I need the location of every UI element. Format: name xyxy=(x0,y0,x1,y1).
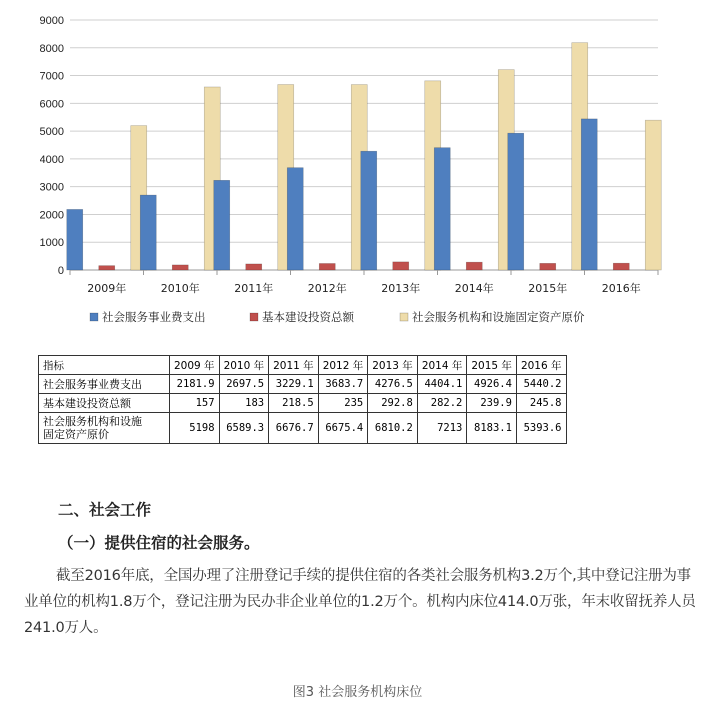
table-cell: 239.9 xyxy=(467,394,517,413)
bar xyxy=(361,151,377,270)
table-cell: 4926.4 xyxy=(467,375,517,394)
legend-label: 社会服务机构和设施固定资产原价 xyxy=(412,310,585,324)
row-label: 基本建设投资总额 xyxy=(39,394,170,413)
table-header-row xyxy=(39,356,567,375)
x-tick-label: 2013年 xyxy=(381,282,421,295)
x-tick-label: 2009年 xyxy=(87,282,127,295)
x-tick-label: 2010年 xyxy=(160,282,200,295)
bar xyxy=(540,263,556,270)
table-cell: 282.2 xyxy=(417,394,467,413)
x-tick-label: 2011年 xyxy=(234,282,274,295)
bar xyxy=(172,265,188,270)
bar xyxy=(393,262,409,270)
table-header-cell: 2011 年 xyxy=(269,356,319,375)
table-header-cell: 2015 年 xyxy=(467,356,517,375)
table-cell: 7213 xyxy=(417,413,467,444)
legend-label: 社会服务事业费支出 xyxy=(102,310,206,324)
y-axis-ticks xyxy=(40,15,64,277)
y-tick-label: 6000 xyxy=(40,98,64,111)
legend xyxy=(90,310,585,324)
table-cell: 5440.2 xyxy=(516,375,566,394)
y-tick-label: 4000 xyxy=(40,153,64,166)
y-tick-label: 5000 xyxy=(40,126,64,139)
bar xyxy=(140,195,156,270)
table-cell: 5393.6 xyxy=(516,413,566,444)
y-tick-label: 1000 xyxy=(40,237,64,250)
table-cell: 8183.1 xyxy=(467,413,517,444)
bar xyxy=(246,264,262,270)
x-axis-ticks xyxy=(70,270,658,295)
table-cell: 183 xyxy=(219,394,269,413)
bar xyxy=(466,262,482,270)
table-cell: 6810.2 xyxy=(368,413,418,444)
table-header-cell: 指标 xyxy=(39,356,170,375)
bar xyxy=(508,133,524,270)
x-tick-label: 2015年 xyxy=(528,282,568,295)
table-header-cell: 2012 年 xyxy=(318,356,368,375)
y-tick-label: 7000 xyxy=(40,70,64,83)
bar xyxy=(99,266,115,270)
x-tick-label: 2016年 xyxy=(601,282,641,295)
row-label: 社会服务事业费支出 xyxy=(39,375,170,394)
table-header-cell: 2016 年 xyxy=(516,356,566,375)
table-header-cell: 2013 年 xyxy=(368,356,418,375)
y-tick-label: 0 xyxy=(57,265,64,277)
bar xyxy=(645,120,661,270)
table-cell: 2697.5 xyxy=(219,375,269,394)
table-cell: 6676.7 xyxy=(269,413,319,444)
table-cell: 2181.9 xyxy=(170,375,220,394)
bar xyxy=(613,263,629,270)
bar xyxy=(67,209,83,270)
data-table xyxy=(38,355,567,444)
legend-swatch xyxy=(250,313,258,321)
bar xyxy=(434,148,450,270)
table-cell: 3683.7 xyxy=(318,375,368,394)
table-header-cell: 2010 年 xyxy=(219,356,269,375)
y-tick-label: 9000 xyxy=(40,15,64,27)
bar xyxy=(287,168,303,270)
chart-svg xyxy=(40,0,665,345)
y-tick-label: 3000 xyxy=(40,181,64,194)
table-cell: 292.8 xyxy=(368,394,418,413)
table-cell: 4276.5 xyxy=(368,375,418,394)
bar xyxy=(214,180,230,270)
x-tick-label: 2012年 xyxy=(307,282,347,295)
legend-swatch xyxy=(90,313,98,321)
figure-caption: 图3 社会服务机构床位 xyxy=(292,685,423,700)
table-cell: 4404.1 xyxy=(417,375,467,394)
table-row xyxy=(39,375,567,394)
legend-label: 基本建设投资总额 xyxy=(262,310,354,324)
table-cell: 157 xyxy=(170,394,220,413)
table-cell: 245.8 xyxy=(516,394,566,413)
table-header-cell: 2014 年 xyxy=(417,356,467,375)
body-paragraph: 截至2016年底，全国办理了注册登记手续的提供住宿的各类社会服务机构3.2万个,其中登记注册为事业单位的机构1.8万个，登记注册为民办非企业单位的1.2万个。机构内床位414.0万张，年末收留抚养人员241.0万人。 xyxy=(24,568,696,636)
legend-swatch xyxy=(400,313,408,321)
table-header-cell: 2009 年 xyxy=(170,356,220,375)
table-cell: 3229.1 xyxy=(269,375,319,394)
table-cell: 235 xyxy=(318,394,368,413)
bar-chart xyxy=(40,0,665,345)
subsection-title: （一）提供住宿的社会服务。 xyxy=(58,534,260,552)
table-cell: 6589.3 xyxy=(219,413,269,444)
table-cell: 5198 xyxy=(170,413,220,444)
bar xyxy=(581,119,597,270)
x-tick-label: 2014年 xyxy=(454,282,494,295)
bar xyxy=(319,263,335,270)
y-tick-label: 8000 xyxy=(40,42,64,55)
table-cell: 218.5 xyxy=(269,394,319,413)
row-label: 社会服务机构和设施 固定资产原价 xyxy=(39,413,170,444)
table-cell: 6675.4 xyxy=(318,413,368,444)
table-row xyxy=(39,413,567,444)
y-tick-label: 2000 xyxy=(40,209,64,222)
table-row xyxy=(39,394,567,413)
section-title: 二、社会工作 xyxy=(58,501,152,519)
